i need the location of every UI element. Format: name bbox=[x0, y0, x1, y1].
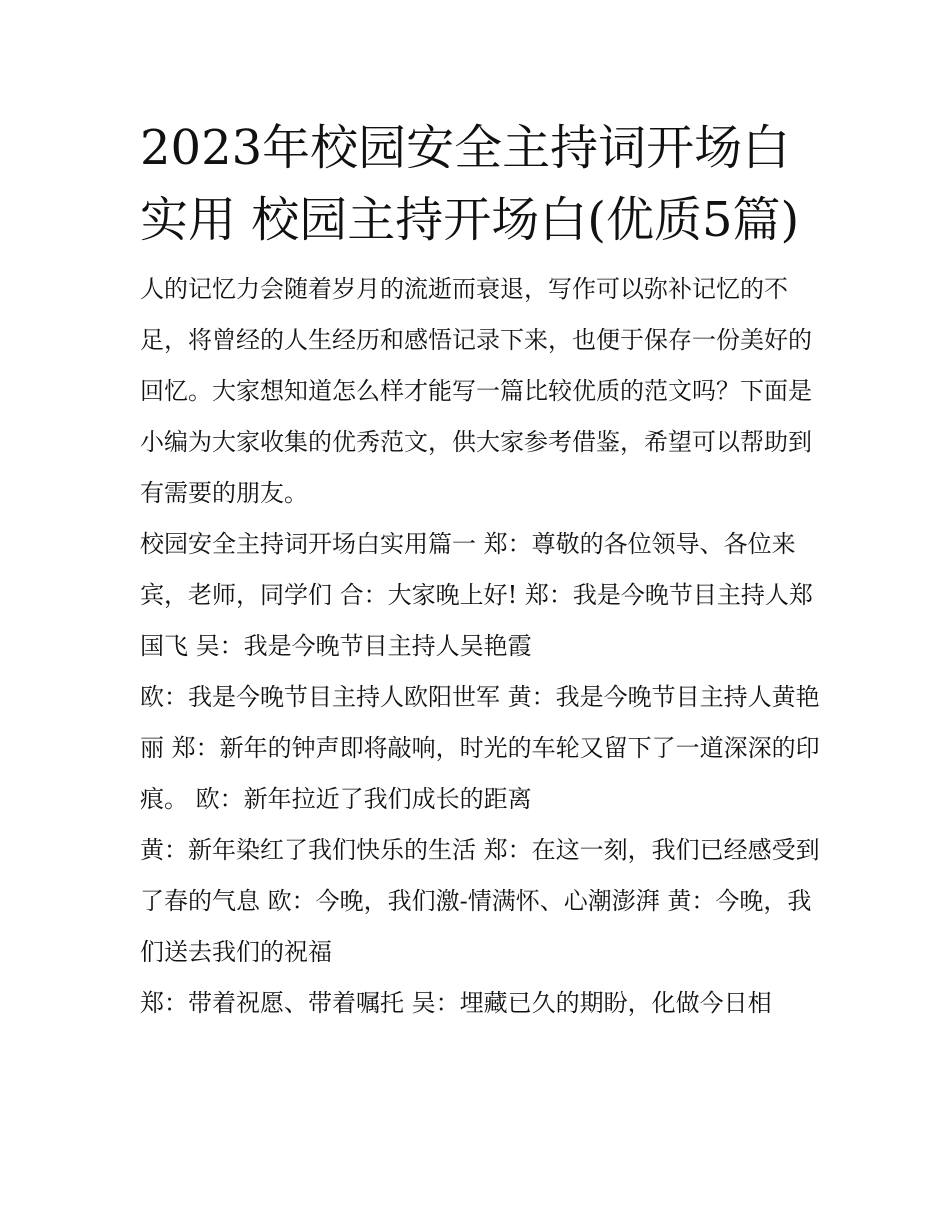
document-title: 2023年校园安全主持词开场白实用 校园主持开场白(优质5篇) bbox=[140, 120, 800, 248]
body-paragraph-4: 郑：带着祝愿、带着嘱托 吴：埋藏已久的期盼，化做今日相 bbox=[140, 989, 772, 1017]
document-page bbox=[140, 112, 820, 1029]
intro-paragraph: 人的记忆力会随着岁月的流逝而衰退，写作可以弥补记忆的不足，将曾经的人生经历和感悟记录下来，也便于保存一份美好的回忆。大家想知道怎么样才能写一篇比较优质的范文吗？下面是小编为大家收集的优秀范文，供大家参考借鉴，希望可以帮助到有需要的朋友。 bbox=[140, 275, 812, 507]
body-paragraph-1: 校园安全主持词开场白实用篇一 郑：尊敬的各位领导、各位来宾，老师，同学们 合：大家晚上好! 郑：我是今晚节目主持人郑国飞 吴：我是今晚节目主持人吴艳霞 bbox=[140, 530, 813, 660]
body-paragraph-2: 欧：我是今晚节目主持人欧阳世军 黄：我是今晚节目主持人黄艳丽 郑：新年的钟声即将敲响，时光的车轮又留下了一道深深的印痕。 欧：新年拉近了我们成长的距离 bbox=[140, 683, 820, 813]
body-paragraph-3: 黄：新年染红了我们快乐的生活 郑：在这一刻，我们已经感受到了春的气息 欧：今晚，我们激-情满怀、心潮澎湃 黄：今晚，我们送去我们的祝福 bbox=[140, 836, 820, 966]
